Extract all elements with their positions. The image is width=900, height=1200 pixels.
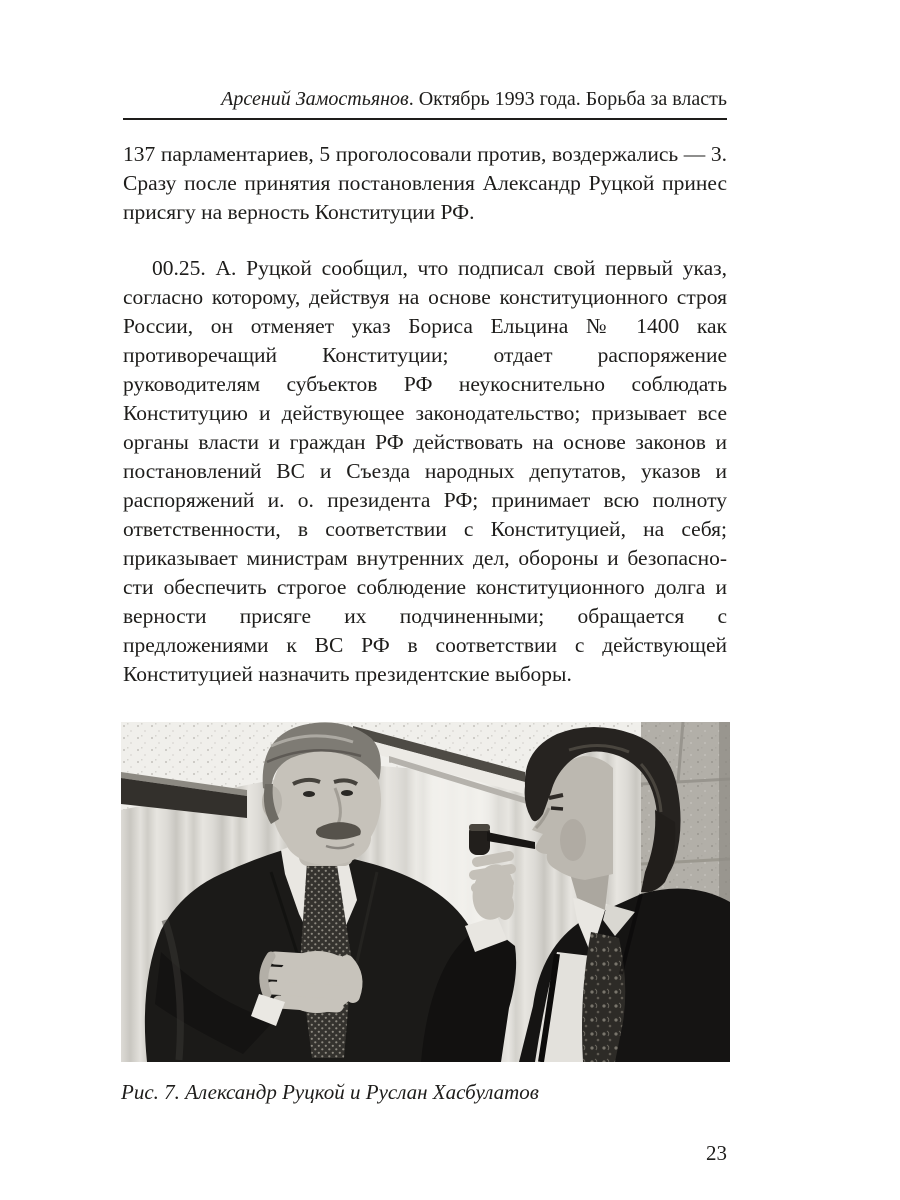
paragraph-2: 00.25. А. Руцкой сообщил, что подписал свой первый указ, согласно которому, действуя на основе конституционного строя России, он отменяет указ Бориса Ельцина № 1400 как противоречащий Конституции; отдает распоряжение руководителям субъектов РФ неукоснительно соблюдать Конституцию и действующее законодательство; призывает все органы власти и граждан РФ действовать на основе законов и постановлений ВС и Съезда народных депутатов, указов и распоряжений и. о. президента РФ; принимает всю полноту ответственности, в соответствии с Конституцией, на себя; приказывает министрам внутренних дел, обороны и безопасности обеспечить строгое соблюдение конституционного долга и верности присяге их подчиненными; обращается с предложениями к ВС РФ в соответствии с действующей Конституцией назначить президентские выборы.	[123, 256, 727, 686]
text-column	[123, 0, 727, 689]
header-author: Арсений Замостьянов	[221, 88, 409, 110]
figure-caption: Рис. 7. Александр Руцкой и Руслан Хасбулатов	[121, 1080, 539, 1104]
paragraph-1: 137 парламентариев, 5 проголосовали против, воздержались — 3. Сразу после принятия постановления Александр Руцкой принес присягу на верность Конституции РФ.	[123, 142, 727, 224]
header-separator: .	[408, 88, 419, 110]
page-number: 23	[706, 1141, 727, 1165]
header-rule	[123, 118, 727, 120]
figure	[121, 722, 730, 1105]
header-title: Октябрь 1993 года. Борьба за власть	[418, 88, 727, 110]
running-header	[123, 86, 727, 112]
photo-rutskoy-khasbulatov	[121, 722, 730, 1062]
